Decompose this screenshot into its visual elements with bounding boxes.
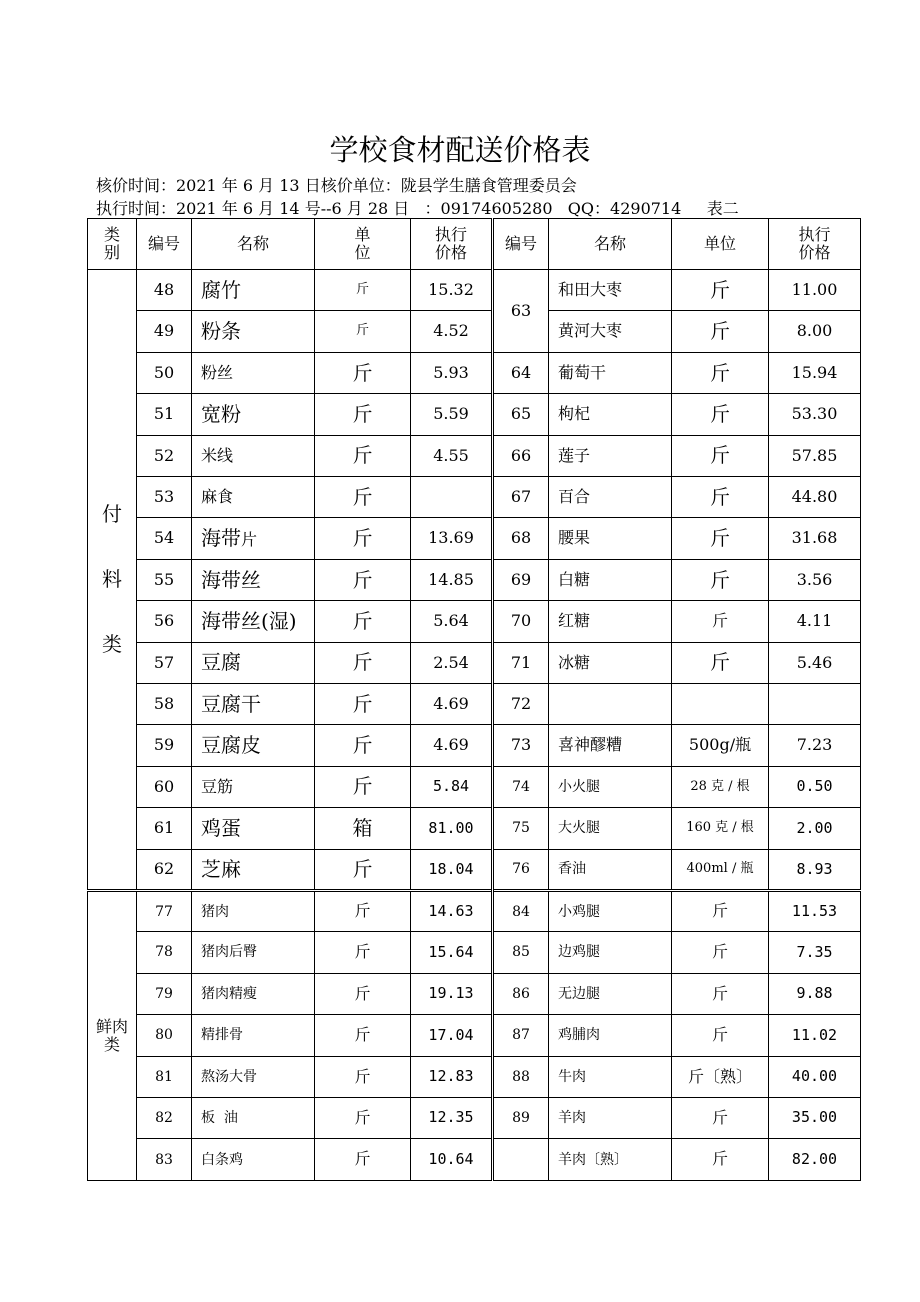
item-price: 18.04 xyxy=(411,849,493,890)
category-cell xyxy=(88,270,137,891)
item-price-right: 53.30 xyxy=(769,394,861,435)
item-name-right: 百合 xyxy=(549,477,672,518)
item-price-right: 57.85 xyxy=(769,435,861,476)
item-price-right: 3.56 xyxy=(769,559,861,600)
item-code-right: 76 xyxy=(493,849,549,890)
item-name xyxy=(192,1015,315,1056)
header-unit: 单 位 xyxy=(315,219,411,270)
category-char: 类 xyxy=(103,1034,120,1054)
item-unit-right: 斤 xyxy=(672,270,769,311)
table-row xyxy=(88,684,861,725)
item-code-right xyxy=(493,1139,549,1181)
item-code: 82 xyxy=(137,1097,192,1138)
table-row xyxy=(88,477,861,518)
item-name-right: 羊肉 xyxy=(549,1097,672,1138)
item-code: 58 xyxy=(137,684,192,725)
item-code-right: 87 xyxy=(493,1015,549,1056)
item-name-right: 冰糖 xyxy=(549,642,672,683)
item-price: 19.13 xyxy=(411,973,493,1014)
table-row xyxy=(88,394,861,435)
item-name xyxy=(192,311,315,352)
item-price-right: 31.68 xyxy=(769,518,861,559)
item-name xyxy=(192,890,315,931)
item-price-right: 8.00 xyxy=(769,311,861,352)
item-unit: 斤 xyxy=(315,311,411,352)
item-unit-right: 400ml / 瓶 xyxy=(672,849,769,890)
item-name-text: 猪肉 xyxy=(201,903,229,920)
item-name-text: 板 油 xyxy=(201,1110,238,1127)
item-name-right: 莲子 xyxy=(549,435,672,476)
item-code: 79 xyxy=(137,973,192,1014)
item-code-right: 67 xyxy=(493,477,549,518)
item-unit-right: 28 克 / 根 xyxy=(672,766,769,807)
item-unit: 斤 xyxy=(315,559,411,600)
item-unit: 斤 xyxy=(315,435,411,476)
item-price: 5.84 xyxy=(411,766,493,807)
item-name-right: 和田大枣 xyxy=(549,270,672,311)
item-price-right: 2.00 xyxy=(769,808,861,849)
item-price-right xyxy=(769,684,861,725)
item-name xyxy=(192,849,315,890)
category-cell xyxy=(88,890,137,1180)
item-name xyxy=(192,352,315,393)
item-code-right: 70 xyxy=(493,601,549,642)
item-price: 14.85 xyxy=(411,559,493,600)
table-row xyxy=(88,435,861,476)
item-price-right: 0.50 xyxy=(769,766,861,807)
item-code: 48 xyxy=(137,270,192,311)
item-name-right xyxy=(549,684,672,725)
header-code: 编号 xyxy=(137,219,192,270)
item-code: 53 xyxy=(137,477,192,518)
item-price-right: 11.02 xyxy=(769,1015,861,1056)
item-price: 81.00 xyxy=(411,808,493,849)
item-unit-right: 500g/瓶 xyxy=(672,725,769,766)
item-name-text: 宽粉 xyxy=(201,401,241,426)
item-name-text: 腐竹 xyxy=(201,277,241,302)
item-code-right: 73 xyxy=(493,725,549,766)
item-name-right: 牛肉 xyxy=(549,1056,672,1097)
item-unit-right: 斤 xyxy=(672,973,769,1014)
item-code: 51 xyxy=(137,394,192,435)
item-price: 12.83 xyxy=(411,1056,493,1097)
item-unit-right: 斤 xyxy=(672,601,769,642)
item-price: 4.69 xyxy=(411,725,493,766)
category-char: 类 xyxy=(102,632,122,657)
item-name xyxy=(192,1097,315,1138)
item-code: 60 xyxy=(137,766,192,807)
item-price: 17.04 xyxy=(411,1015,493,1056)
table-row xyxy=(88,642,861,683)
table-row xyxy=(88,601,861,642)
item-code: 81 xyxy=(137,1056,192,1097)
item-price: 5.64 xyxy=(411,601,493,642)
item-code-right: 84 xyxy=(493,890,549,931)
item-price: 15.32 xyxy=(411,270,493,311)
item-price: 4.69 xyxy=(411,684,493,725)
item-unit: 斤 xyxy=(315,1015,411,1056)
item-name xyxy=(192,477,315,518)
item-code: 80 xyxy=(137,1015,192,1056)
item-name-text: 芝麻 xyxy=(201,856,241,881)
item-name xyxy=(192,559,315,600)
table-row xyxy=(88,518,861,559)
item-price-right: 35.00 xyxy=(769,1097,861,1138)
item-price: 2.54 xyxy=(411,642,493,683)
item-name-text: 海带丝(湿) xyxy=(201,608,297,633)
item-price-right: 44.80 xyxy=(769,477,861,518)
header-category: 类 别 xyxy=(88,219,137,270)
item-unit: 斤 xyxy=(315,477,411,518)
item-unit: 斤 xyxy=(315,932,411,973)
item-price: 5.59 xyxy=(411,394,493,435)
table-row xyxy=(88,808,861,849)
item-price: 4.52 xyxy=(411,311,493,352)
item-name-text: 熬汤大骨 xyxy=(201,1068,257,1085)
item-code: 57 xyxy=(137,642,192,683)
item-name-right: 边鸡腿 xyxy=(549,932,672,973)
item-code-right: 85 xyxy=(493,932,549,973)
table-row xyxy=(88,1139,861,1181)
table-row xyxy=(88,352,861,393)
item-code-right: 68 xyxy=(493,518,549,559)
item-name-text: 粉条 xyxy=(201,319,241,344)
item-price: 10.64 xyxy=(411,1139,493,1181)
item-name xyxy=(192,684,315,725)
item-unit: 斤 xyxy=(315,601,411,642)
item-name-text: 鸡蛋 xyxy=(201,815,241,840)
item-unit-right: 斤 xyxy=(672,890,769,931)
item-unit-right: 160 克 / 根 xyxy=(672,808,769,849)
item-price xyxy=(411,477,493,518)
header-name-right: 名称 xyxy=(549,219,672,270)
table-row xyxy=(88,1056,861,1097)
item-code: 77 xyxy=(137,890,192,931)
header-row xyxy=(88,219,861,270)
header-name: 名称 xyxy=(192,219,315,270)
item-code: 49 xyxy=(137,311,192,352)
item-price: 12.35 xyxy=(411,1097,493,1138)
item-name xyxy=(192,973,315,1014)
item-name-right: 白糖 xyxy=(549,559,672,600)
item-name xyxy=(192,642,315,683)
item-unit: 斤 xyxy=(315,642,411,683)
item-code-right: 74 xyxy=(493,766,549,807)
item-price-right: 11.53 xyxy=(769,890,861,931)
item-code-right: 69 xyxy=(493,559,549,600)
item-name xyxy=(192,601,315,642)
item-name xyxy=(192,518,315,559)
item-name xyxy=(192,270,315,311)
item-unit-right: 斤 xyxy=(672,352,769,393)
header-code-right: 编号 xyxy=(493,219,549,270)
item-name-text: 粉丝 xyxy=(201,362,234,382)
item-code-right: 89 xyxy=(493,1097,549,1138)
item-name-right: 枸杞 xyxy=(549,394,672,435)
item-name-right: 鸡脯肉 xyxy=(549,1015,672,1056)
item-unit-right: 斤 xyxy=(672,559,769,600)
item-unit: 斤 xyxy=(315,1139,411,1181)
item-code-right: 72 xyxy=(493,684,549,725)
item-code: 52 xyxy=(137,435,192,476)
item-name xyxy=(192,394,315,435)
category-char: 付 xyxy=(102,502,122,527)
item-unit-right: 斤 xyxy=(672,1015,769,1056)
item-price: 13.69 xyxy=(411,518,493,559)
table-row xyxy=(88,932,861,973)
item-unit: 斤 xyxy=(315,973,411,1014)
item-name-right: 腰果 xyxy=(549,518,672,559)
item-code-right: 88 xyxy=(493,1056,549,1097)
item-price-right: 7.23 xyxy=(769,725,861,766)
item-name-text: 豆筋 xyxy=(201,776,234,796)
item-unit-right xyxy=(672,684,769,725)
item-name-text: 麻食 xyxy=(201,487,234,507)
item-unit-right: 斤 xyxy=(672,435,769,476)
table-row xyxy=(88,725,861,766)
table-row xyxy=(88,973,861,1014)
item-code: 61 xyxy=(137,808,192,849)
item-name-right: 喜神醪糟 xyxy=(549,725,672,766)
item-code: 50 xyxy=(137,352,192,393)
item-code-right: 86 xyxy=(493,973,549,1014)
item-code: 83 xyxy=(137,1139,192,1181)
item-price-right: 40.00 xyxy=(769,1056,861,1097)
item-name xyxy=(192,725,315,766)
item-code-right: 65 xyxy=(493,394,549,435)
item-price-right: 8.93 xyxy=(769,849,861,890)
item-unit-right: 斤 xyxy=(672,932,769,973)
item-name-text: 海带 xyxy=(201,526,241,551)
item-unit: 斤 xyxy=(315,725,411,766)
item-price-right: 11.00 xyxy=(769,270,861,311)
item-unit: 斤 xyxy=(315,518,411,559)
item-name xyxy=(192,1139,315,1181)
item-unit: 斤 xyxy=(315,684,411,725)
table-row xyxy=(88,766,861,807)
item-name xyxy=(192,932,315,973)
item-unit-right: 斤 xyxy=(672,1139,769,1181)
page-title: 学校食材配送价格表 xyxy=(329,133,591,167)
pricing-info-line: 核价时间：2021 年 6 月 13 日核价单位：陇县学生膳食管理委员会 xyxy=(96,176,577,195)
header-price: 执行 价格 xyxy=(411,219,493,270)
item-unit: 斤 xyxy=(315,890,411,931)
table-row xyxy=(88,311,861,352)
item-code-right: 63 xyxy=(493,270,549,353)
item-name-right: 葡萄干 xyxy=(549,352,672,393)
item-name-text: 精排骨 xyxy=(201,1027,243,1044)
item-code: 56 xyxy=(137,601,192,642)
item-price: 4.55 xyxy=(411,435,493,476)
item-name-suffix: 片 xyxy=(241,530,258,550)
item-code: 59 xyxy=(137,725,192,766)
item-name-text: 米线 xyxy=(201,445,234,465)
item-name-right: 小火腿 xyxy=(549,766,672,807)
item-name xyxy=(192,435,315,476)
item-code: 55 xyxy=(137,559,192,600)
item-unit: 斤 xyxy=(315,849,411,890)
item-price-right: 5.46 xyxy=(769,642,861,683)
item-unit: 斤 xyxy=(315,766,411,807)
item-name-text: 猪肉精瘦 xyxy=(201,985,257,1002)
table-row xyxy=(88,890,861,931)
item-price-right: 4.11 xyxy=(769,601,861,642)
table-row xyxy=(88,849,861,890)
item-code-right: 71 xyxy=(493,642,549,683)
item-name-right: 小鸡腿 xyxy=(549,890,672,931)
item-unit-right: 斤 xyxy=(672,394,769,435)
item-name-right: 黄河大枣 xyxy=(549,311,672,352)
item-name-text: 海带丝 xyxy=(201,567,261,592)
item-name-right: 大火腿 xyxy=(549,808,672,849)
item-unit-right: 斤 xyxy=(672,518,769,559)
item-unit: 斤 xyxy=(315,1056,411,1097)
category-char: 肉 xyxy=(112,1016,129,1036)
item-name-text: 猪肉后臀 xyxy=(201,944,257,961)
table-row xyxy=(88,559,861,600)
table-row xyxy=(88,1015,861,1056)
item-code: 54 xyxy=(137,518,192,559)
item-price: 15.64 xyxy=(411,932,493,973)
item-code: 62 xyxy=(137,849,192,890)
item-name xyxy=(192,1056,315,1097)
table-row xyxy=(88,1097,861,1138)
header-unit-right: 单位 xyxy=(672,219,769,270)
item-name xyxy=(192,808,315,849)
item-name-text: 豆腐皮 xyxy=(201,733,261,758)
item-unit-right: 斤 xyxy=(672,642,769,683)
item-unit-right: 斤〔熟〕 xyxy=(672,1056,769,1097)
execution-info-line: 执行时间：2021 年 6 月 14 号--6 月 28 日 ：09174605280 QQ：4290714 表二 xyxy=(96,199,739,218)
item-price-right: 82.00 xyxy=(769,1139,861,1181)
item-name-text: 白条鸡 xyxy=(201,1151,243,1168)
item-name-right: 红糖 xyxy=(549,601,672,642)
category-char: 料 xyxy=(102,567,122,592)
category-char: 鲜 xyxy=(95,1016,112,1036)
item-unit: 箱 xyxy=(315,808,411,849)
item-code-right: 66 xyxy=(493,435,549,476)
item-unit: 斤 xyxy=(315,352,411,393)
item-code-right: 64 xyxy=(493,352,549,393)
item-name-right: 羊肉〔熟〕 xyxy=(549,1139,672,1181)
item-code-right: 75 xyxy=(493,808,549,849)
item-code: 78 xyxy=(137,932,192,973)
item-name-text: 豆腐干 xyxy=(201,691,261,716)
item-name xyxy=(192,766,315,807)
item-name-right: 无边腿 xyxy=(549,973,672,1014)
item-unit-right: 斤 xyxy=(672,477,769,518)
item-unit: 斤 xyxy=(315,394,411,435)
item-unit-right: 斤 xyxy=(672,311,769,352)
item-name-text: 豆腐 xyxy=(201,650,241,675)
price-table xyxy=(87,218,861,1181)
table-row xyxy=(88,270,861,311)
header-price-right: 执行 价格 xyxy=(769,219,861,270)
item-price-right: 9.88 xyxy=(769,973,861,1014)
item-price: 5.93 xyxy=(411,352,493,393)
item-unit: 斤 xyxy=(315,1097,411,1138)
item-price: 14.63 xyxy=(411,890,493,931)
item-unit: 斤 xyxy=(315,270,411,311)
item-price-right: 7.35 xyxy=(769,932,861,973)
item-name-right: 香油 xyxy=(549,849,672,890)
item-unit-right: 斤 xyxy=(672,1097,769,1138)
item-price-right: 15.94 xyxy=(769,352,861,393)
